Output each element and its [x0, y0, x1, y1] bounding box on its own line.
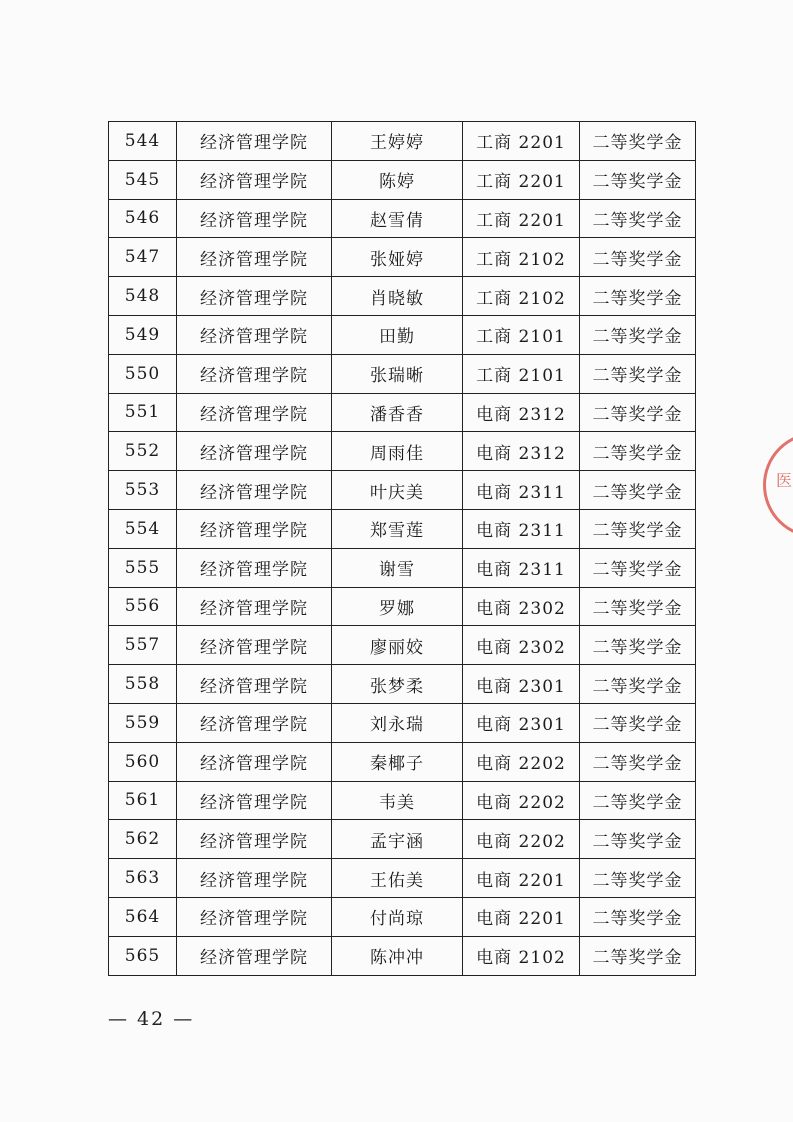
- table-row: [109, 936, 696, 975]
- student-name-cell: 孟宇涵: [332, 820, 463, 859]
- row-number-cell: 544: [109, 122, 177, 161]
- table-row: [109, 548, 696, 587]
- row-number-cell: 558: [109, 665, 177, 704]
- college-cell: 经济管理学院: [177, 471, 332, 510]
- table-row: [109, 509, 696, 548]
- table-row: [109, 122, 696, 161]
- college-cell: 经济管理学院: [177, 548, 332, 587]
- table-row: [109, 471, 696, 510]
- row-number-cell: 559: [109, 703, 177, 742]
- college-cell: 经济管理学院: [177, 820, 332, 859]
- class-cell: 电商 2312: [463, 393, 580, 432]
- class-cell: 电商 2201: [463, 897, 580, 936]
- award-cell: 二等奖学金: [580, 160, 696, 199]
- table-row: [109, 742, 696, 781]
- award-cell: 二等奖学金: [580, 393, 696, 432]
- scholarship-table-body: [109, 122, 696, 976]
- row-number-cell: 550: [109, 354, 177, 393]
- table-row: [109, 703, 696, 742]
- college-cell: 经济管理学院: [177, 703, 332, 742]
- college-cell: 经济管理学院: [177, 354, 332, 393]
- college-cell: 经济管理学院: [177, 315, 332, 354]
- class-cell: 电商 2202: [463, 820, 580, 859]
- class-cell: 电商 2311: [463, 548, 580, 587]
- award-cell: 二等奖学金: [580, 665, 696, 704]
- row-number-cell: 548: [109, 277, 177, 316]
- award-cell: 二等奖学金: [580, 587, 696, 626]
- college-cell: 经济管理学院: [177, 897, 332, 936]
- award-cell: 二等奖学金: [580, 781, 696, 820]
- award-cell: 二等奖学金: [580, 432, 696, 471]
- row-number-cell: 545: [109, 160, 177, 199]
- class-cell: 工商 2102: [463, 238, 580, 277]
- row-number-cell: 561: [109, 781, 177, 820]
- table-row: [109, 897, 696, 936]
- student-name-cell: 廖丽姣: [332, 626, 463, 665]
- student-name-cell: 罗娜: [332, 587, 463, 626]
- row-number-cell: 562: [109, 820, 177, 859]
- college-cell: 经济管理学院: [177, 665, 332, 704]
- class-cell: 工商 2101: [463, 354, 580, 393]
- table-row: [109, 277, 696, 316]
- college-cell: 经济管理学院: [177, 742, 332, 781]
- scholarship-table: [108, 121, 696, 976]
- college-cell: 经济管理学院: [177, 781, 332, 820]
- student-name-cell: 张娅婷: [332, 238, 463, 277]
- row-number-cell: 563: [109, 859, 177, 898]
- row-number-cell: 549: [109, 315, 177, 354]
- row-number-cell: 553: [109, 471, 177, 510]
- table-row: [109, 160, 696, 199]
- table-row: [109, 781, 696, 820]
- student-name-cell: 付尚琼: [332, 897, 463, 936]
- award-cell: 二等奖学金: [580, 936, 696, 975]
- student-name-cell: 张瑞晰: [332, 354, 463, 393]
- college-cell: 经济管理学院: [177, 432, 332, 471]
- award-cell: 二等奖学金: [580, 509, 696, 548]
- student-name-cell: 叶庆美: [332, 471, 463, 510]
- class-cell: 电商 2201: [463, 859, 580, 898]
- student-name-cell: 周雨佳: [332, 432, 463, 471]
- award-cell: 二等奖学金: [580, 354, 696, 393]
- award-cell: 二等奖学金: [580, 315, 696, 354]
- row-number-cell: 546: [109, 199, 177, 238]
- student-name-cell: 刘永瑞: [332, 703, 463, 742]
- award-cell: 二等奖学金: [580, 703, 696, 742]
- student-name-cell: 肖晓敏: [332, 277, 463, 316]
- college-cell: 经济管理学院: [177, 160, 332, 199]
- student-name-cell: 韦美: [332, 781, 463, 820]
- student-name-cell: 陈冲冲: [332, 936, 463, 975]
- college-cell: 经济管理学院: [177, 936, 332, 975]
- college-cell: 经济管理学院: [177, 393, 332, 432]
- row-number-cell: 551: [109, 393, 177, 432]
- college-cell: 经济管理学院: [177, 199, 332, 238]
- table-row: [109, 315, 696, 354]
- class-cell: 电商 2301: [463, 703, 580, 742]
- table-row: [109, 665, 696, 704]
- class-cell: 电商 2311: [463, 471, 580, 510]
- table-row: [109, 432, 696, 471]
- student-name-cell: 谢雪: [332, 548, 463, 587]
- row-number-cell: 552: [109, 432, 177, 471]
- student-name-cell: 张梦柔: [332, 665, 463, 704]
- award-cell: 二等奖学金: [580, 122, 696, 161]
- class-cell: 电商 2312: [463, 432, 580, 471]
- table-row: [109, 238, 696, 277]
- class-cell: 工商 2201: [463, 160, 580, 199]
- class-cell: 电商 2311: [463, 509, 580, 548]
- award-cell: 二等奖学金: [580, 897, 696, 936]
- row-number-cell: 555: [109, 548, 177, 587]
- class-cell: 电商 2301: [463, 665, 580, 704]
- award-cell: 二等奖学金: [580, 820, 696, 859]
- table-row: [109, 626, 696, 665]
- award-cell: 二等奖学金: [580, 742, 696, 781]
- student-name-cell: 王婷婷: [332, 122, 463, 161]
- award-cell: 二等奖学金: [580, 277, 696, 316]
- award-cell: 二等奖学金: [580, 199, 696, 238]
- table-row: [109, 587, 696, 626]
- table-row: [109, 393, 696, 432]
- award-cell: 二等奖学金: [580, 548, 696, 587]
- row-number-cell: 547: [109, 238, 177, 277]
- college-cell: 经济管理学院: [177, 122, 332, 161]
- table-row: [109, 199, 696, 238]
- class-cell: 电商 2202: [463, 781, 580, 820]
- class-cell: 工商 2101: [463, 315, 580, 354]
- student-name-cell: 王佑美: [332, 859, 463, 898]
- row-number-cell: 556: [109, 587, 177, 626]
- page-number: — 42 —: [108, 1008, 195, 1030]
- class-cell: 工商 2102: [463, 277, 580, 316]
- class-cell: 电商 2102: [463, 936, 580, 975]
- student-name-cell: 赵雪倩: [332, 199, 463, 238]
- class-cell: 工商 2201: [463, 199, 580, 238]
- table-row: [109, 354, 696, 393]
- row-number-cell: 560: [109, 742, 177, 781]
- college-cell: 经济管理学院: [177, 277, 332, 316]
- award-cell: 二等奖学金: [580, 626, 696, 665]
- student-name-cell: 秦椰子: [332, 742, 463, 781]
- table-row: [109, 820, 696, 859]
- college-cell: 经济管理学院: [177, 587, 332, 626]
- class-cell: 工商 2201: [463, 122, 580, 161]
- award-cell: 二等奖学金: [580, 238, 696, 277]
- award-cell: 二等奖学金: [580, 471, 696, 510]
- row-number-cell: 564: [109, 897, 177, 936]
- table-row: [109, 859, 696, 898]
- college-cell: 经济管理学院: [177, 859, 332, 898]
- class-cell: 电商 2302: [463, 587, 580, 626]
- class-cell: 电商 2202: [463, 742, 580, 781]
- official-seal-char: 医: [776, 471, 793, 490]
- student-name-cell: 郑雪莲: [332, 509, 463, 548]
- college-cell: 经济管理学院: [177, 238, 332, 277]
- student-name-cell: 田勤: [332, 315, 463, 354]
- class-cell: 电商 2302: [463, 626, 580, 665]
- student-name-cell: 潘香香: [332, 393, 463, 432]
- college-cell: 经济管理学院: [177, 626, 332, 665]
- award-cell: 二等奖学金: [580, 859, 696, 898]
- row-number-cell: 565: [109, 936, 177, 975]
- row-number-cell: 554: [109, 509, 177, 548]
- row-number-cell: 557: [109, 626, 177, 665]
- college-cell: 经济管理学院: [177, 509, 332, 548]
- student-name-cell: 陈婷: [332, 160, 463, 199]
